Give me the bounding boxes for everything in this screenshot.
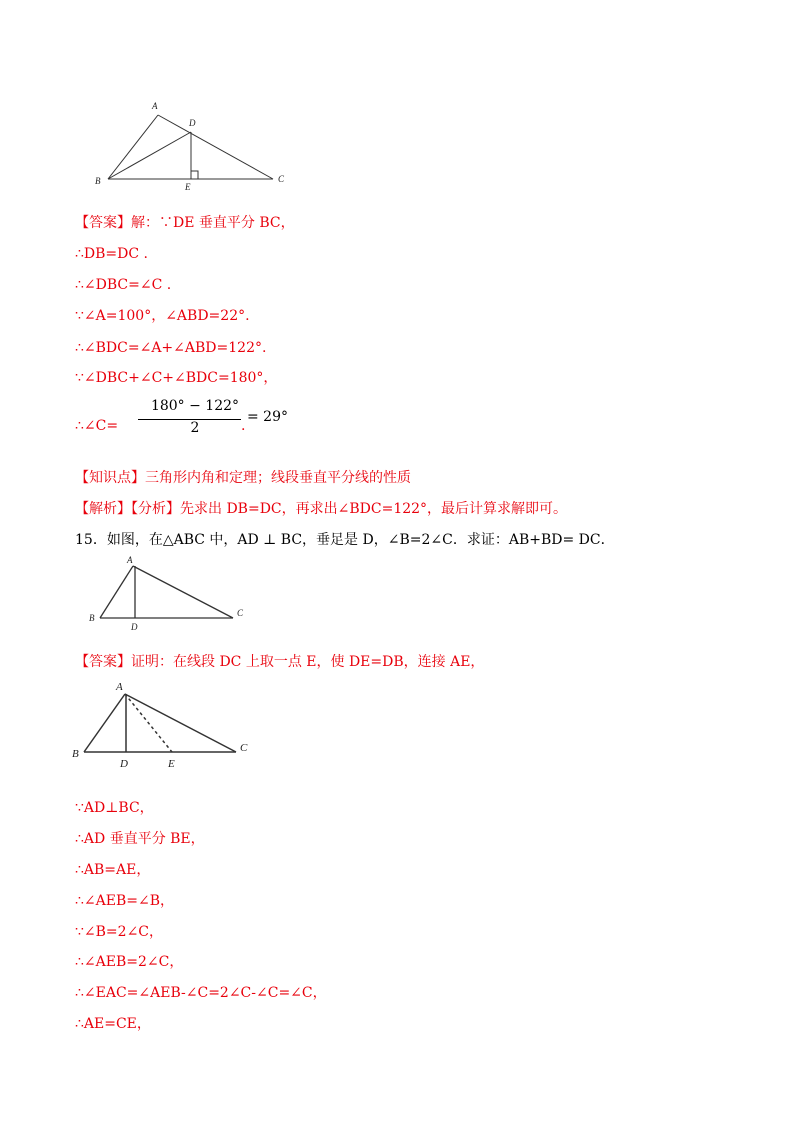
label-a: A bbox=[152, 101, 158, 111]
answer14-line6: ∵∠DBC+∠C+∠BDC=180°， bbox=[75, 370, 278, 386]
answer15-step-2: ∴AD 垂直平分 BE， bbox=[75, 831, 205, 847]
analysis-text: 先求出 DB=DC，再求出∠BDC=122°，最后计算求解即可。 bbox=[180, 501, 568, 517]
answer-tag: 【答案】 bbox=[75, 215, 131, 231]
label-b: B bbox=[89, 613, 95, 623]
label-c: C bbox=[278, 174, 285, 184]
segment-ab bbox=[100, 566, 133, 618]
label-d: D bbox=[120, 758, 128, 770]
fraction-numerator: 180° − 122° bbox=[150, 398, 240, 414]
answer15-line bbox=[75, 652, 484, 672]
label-c: C bbox=[237, 608, 244, 618]
question15-text: 15．如图，在△ABC 中，AD ⊥ BC，垂足是 D，∠B=2∠C．求证：AB+BD= DC． bbox=[75, 532, 615, 548]
label-e: E bbox=[168, 758, 175, 770]
figure-triangle-abc-perpendicular-bisector bbox=[90, 98, 300, 193]
answer15-tag: 【答案】 bbox=[75, 654, 131, 670]
answer-text: 解：∵DE 垂直平分 BC， bbox=[131, 215, 295, 231]
answer14-line2: ∴DB=DC . bbox=[75, 246, 148, 262]
equation-prefix: ∴∠C= bbox=[75, 418, 119, 434]
label-c: C bbox=[240, 742, 248, 754]
label-b: B bbox=[72, 748, 79, 760]
answer15-step-3: ∴AB=AE， bbox=[75, 862, 151, 878]
equation-suffix: . bbox=[241, 418, 246, 434]
answer14-line3: ∴∠DBC=∠C . bbox=[75, 277, 172, 293]
analysis-line bbox=[75, 499, 567, 519]
analysis-tag: 【解析】 bbox=[75, 501, 131, 517]
analysis-subtag: 【分析】 bbox=[131, 501, 180, 517]
answer14-line4: ∵∠A=100°，∠ABD=22°. bbox=[75, 308, 250, 324]
answer15-step-8: ∴AE=CE， bbox=[75, 1016, 151, 1032]
label-b: B bbox=[95, 176, 101, 186]
answer15-step-1: ∵AD⊥BC， bbox=[75, 800, 154, 816]
fraction-result: = 29° bbox=[247, 409, 288, 425]
answer15-step-6: ∴∠AEB=2∠C， bbox=[75, 954, 184, 970]
label-a: A bbox=[127, 555, 133, 565]
knowledge-point-line bbox=[75, 468, 411, 488]
segment-bd bbox=[108, 132, 191, 179]
segment-ba bbox=[108, 115, 158, 179]
answer14-line1 bbox=[75, 213, 295, 233]
figure-triangle-abc-with-point-e bbox=[68, 677, 268, 772]
answer15-step-4: ∴∠AEB=∠B， bbox=[75, 893, 175, 909]
label-d: D bbox=[189, 118, 196, 128]
segment-ac bbox=[133, 566, 233, 618]
answer15-step-5: ∵∠B=2∠C， bbox=[75, 924, 164, 940]
answer14-line5: ∴∠BDC=∠A+∠ABD=122°. bbox=[75, 340, 267, 356]
fraction-denominator: 2 bbox=[190, 420, 200, 436]
knowledge-text: 三角形内角和定理；线段垂直平分线的性质 bbox=[145, 470, 411, 486]
segment-ae-dashed bbox=[125, 694, 172, 752]
segment-ab bbox=[84, 694, 125, 752]
label-d: D bbox=[131, 622, 138, 632]
figure-triangle-abc-altitude bbox=[85, 553, 255, 633]
label-a: A bbox=[116, 681, 123, 693]
segment-ac bbox=[158, 115, 273, 179]
right-angle-mark bbox=[191, 171, 198, 179]
answer15-text: 证明：在线段 DC 上取一点 E，使 DE=DB，连接 AE， bbox=[131, 654, 485, 670]
segment-ac bbox=[125, 694, 236, 752]
knowledge-tag: 【知识点】 bbox=[75, 470, 145, 486]
label-e: E bbox=[185, 182, 191, 192]
answer15-step-7: ∴∠EAC=∠AEB-∠C=2∠C-∠C=∠C， bbox=[75, 985, 327, 1001]
